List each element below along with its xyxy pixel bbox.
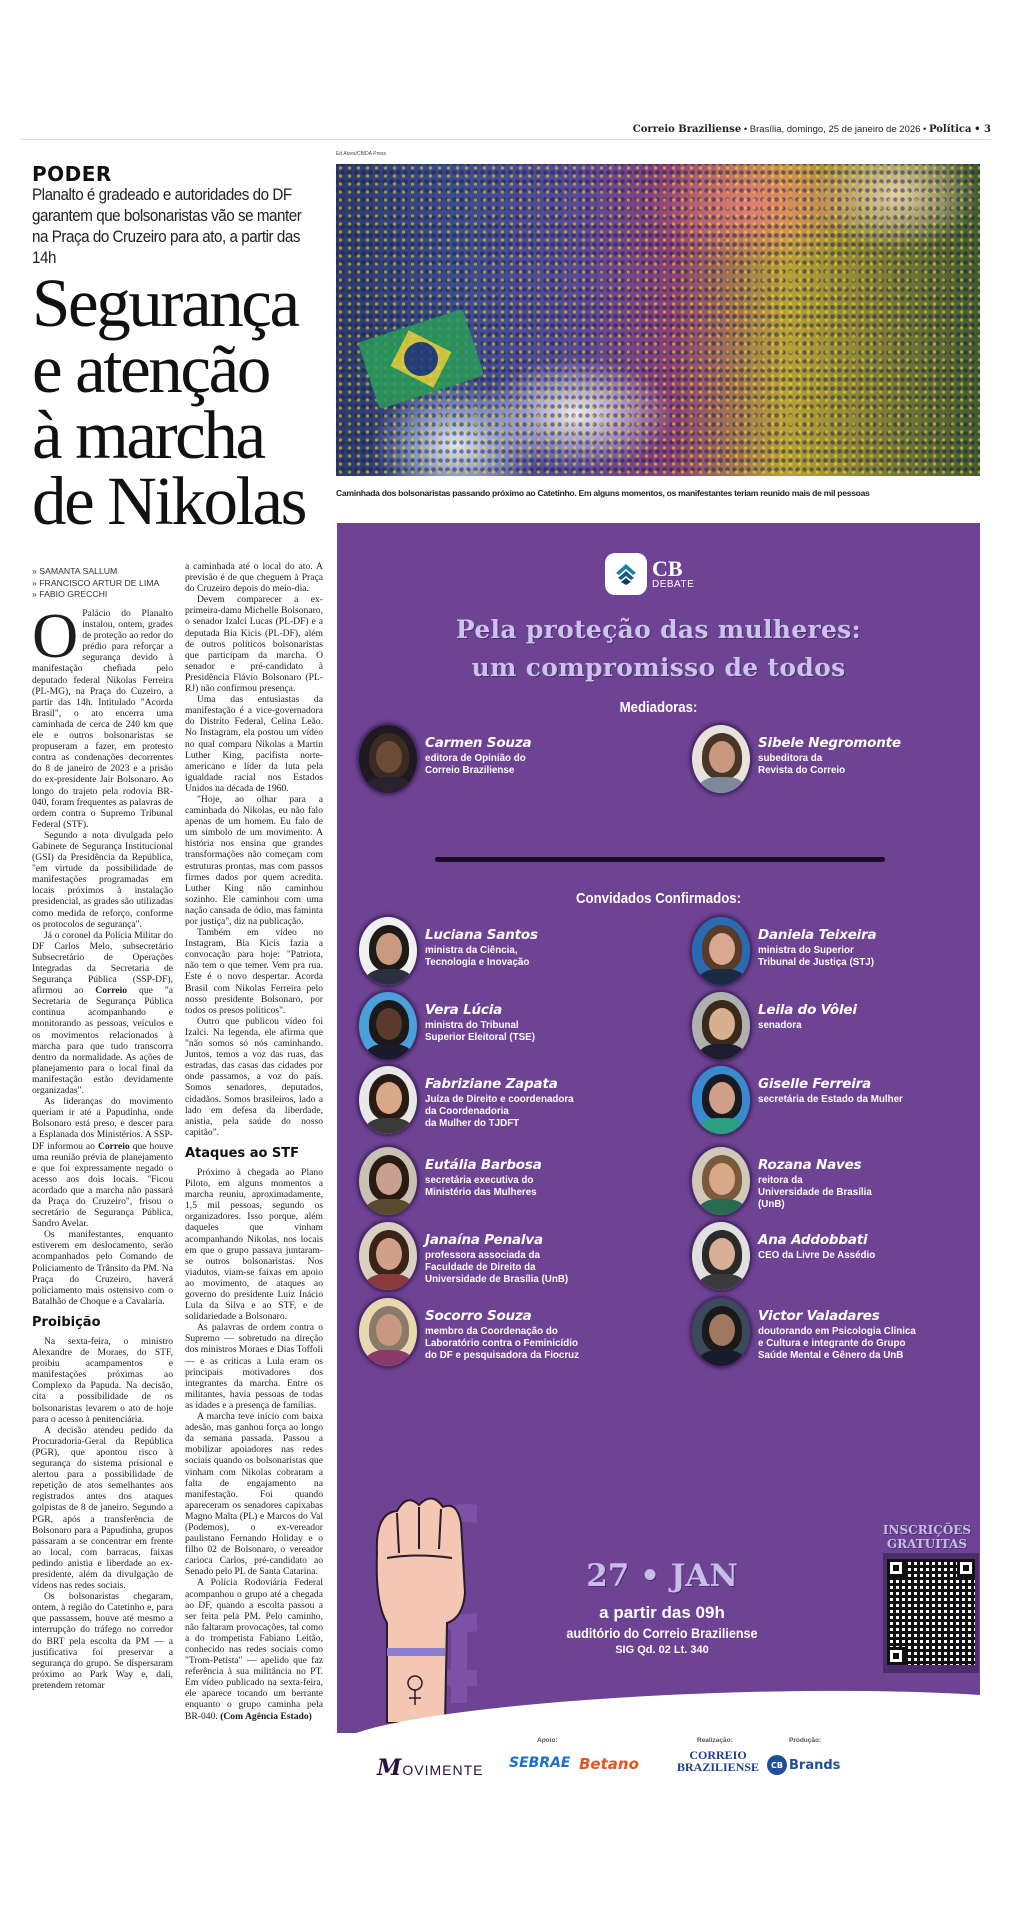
ad-title: [337, 611, 980, 687]
speaker-name: Rozana Naves: [758, 1157, 862, 1173]
section-kicker: PODER: [32, 162, 112, 186]
producao-label: Produção:: [789, 1737, 822, 1744]
speaker-name: Fabriziane Zapata: [425, 1076, 558, 1092]
speaker-card: [690, 990, 857, 1062]
qr-code-icon: [887, 1559, 975, 1665]
movimente-logo: MOVIMENTE: [377, 1755, 484, 1781]
chevron-up-icon: [605, 553, 647, 595]
speaker-name: Socorro Souza: [425, 1308, 532, 1324]
article-paragraph: Já o coronel da Polícia Militar do DF Carlos Melo, subsecretário Subsecretário de Operações Integradas da Secretaria de Segurança Pública (SSP-DF), afirmou ao Correio que "a Secretaria de Segurança Pública continua acompanhando e monitorando as pessoas, veículos e os movimentos relacionados à marcha para que tudo transcorra dentro da normalidade. As ações de planejamento para o local final da manifestação estão devidamente organizadas".: [32, 929, 173, 1097]
byline: » SAMANTA SALLUM: [32, 566, 118, 576]
speaker-role: Juíza de Direito e coordenadora da Coordenadoria da Mulher do TJDFT: [425, 1094, 574, 1129]
subheading-proibicao: Proibição: [32, 1314, 101, 1330]
speaker-photo: [690, 723, 752, 795]
article-paragraph: Segundo a nota divulgada pelo Gabinete de Segurança Institucional (GSI) da Presidência da República, "em virtude da possibilidade de manifestações programadas em locais próximos à instalação presidencial, as grades são utilizadas como medida de reforço, conforme os protocolos de segurança".: [32, 829, 173, 930]
article-paragraph: "Hoje, ao olhar para a caminhada do Nikolas, eu não falo apenas de um homem. Eu falo de um símbolo de um movimento. A história nos ensina que grandes transformações não começam com estruturas prontas, mas com passos firmes dados por quem acredita. Luther King não caminhou sozinho. Ele caminhou com uma nação cansada de ódio, mas faminta por justiça", diz na publicação.: [185, 793, 323, 927]
speaker-photo: [357, 1296, 419, 1368]
article-paragraph: A Polícia Rodoviária Federal acompanhou o grupo até a chegada ao DF, quando a escolta passou a ser feita pela PM. Pelo caminho, não faltaram provocações, tal como a do trompetista Fabiano Leitão, conhecido nas redes sociais como "Trom-Petista" — apelido que faz referência à sua militância no PT. Em vídeo publicado na sexta-feira, ele aparece tocando um berrante enquanto o grupo caminha pela BR-040. (Com Agência Estado): [185, 1577, 323, 1722]
speaker-name: Ana Addobbati: [758, 1232, 868, 1248]
article-column-2: [185, 561, 323, 1722]
speaker-card: [357, 1296, 579, 1368]
free-registration-label: [882, 1523, 972, 1551]
speaker-card: [690, 915, 876, 987]
mediadoras-label: Mediadoras:: [619, 699, 698, 716]
photo-caption: Caminhada dos bolsonaristas passando próximo ao Catetinho. Em alguns momentos, os manifestantes teriam reunido mais de mil pessoas: [336, 488, 870, 498]
speaker-photo: [690, 1296, 752, 1368]
event-date: 27 • JAN: [586, 1558, 738, 1594]
speaker-role: ministra do Superior Tribunal de Justiça (STJ): [758, 945, 874, 968]
gratuitas-text: GRATUITAS: [886, 1537, 968, 1551]
page-number: • 3: [974, 124, 991, 135]
speaker-card: [357, 1145, 542, 1217]
article-paragraph: Os manifestantes, enquanto estiverem em deslocamento, serão acompanhados pelo Comando de Policiamento de Trânsito da PM. Na Praça do Cruzeiro, haverá policiamento mais ostensivo com o Batalhão de Choque e a Cavalaria.: [32, 1229, 173, 1307]
speaker-role: ministra do Tribunal Superior Eleitoral (TSE): [425, 1020, 535, 1043]
speaker-role: ministra da Ciência, Tecnologia e Inovação: [425, 945, 530, 968]
article-paragraph: Próximo à chegada ao Plano Piloto, em alguns momentos a marcha reuniu, aproximadamente, 1,5 mil pessoas, segundo os organizadores. Isso porque, além daqueles que vinham acompanhando Nikolas, nos locais em que o grupo passava juntaram-se outros bolsonaristas. Nos viadutos, viam-se faixas em apoio ao movimento, de ataques ao governo do presidente Luiz Inácio Lula da Silva e ao STF, e de solidariedade a Bolsonaro.: [185, 1166, 323, 1323]
speaker-role: editora de Opinião do Correio Braziliense: [425, 753, 526, 776]
qr-code[interactable]: [883, 1553, 979, 1673]
speaker-card: [690, 723, 901, 795]
byline: » FABIO GRECCHI: [32, 589, 108, 600]
speaker-name: Luciana Santos: [425, 927, 538, 943]
speaker-photo: [357, 915, 419, 987]
article-paragraph: Os bolsonaristas chegaram, ontem, à região do Catetinho e, para que passassem, houve até mesmo a interrupção do tráfego no corredor do BRT pela escolta da PM — a justificativa foi preservar a segurança do grupo. Se dispersaram próximo ao Park Way e, dali, pretendem retomar: [32, 1591, 173, 1691]
page-header: [20, 124, 991, 140]
apoio-label: Apoio:: [537, 1737, 558, 1744]
article-paragraph: a caminhada até o local do ato. A previsão é de que cheguem à Praça do Cruzeiro depois do meio-dia.: [185, 561, 323, 595]
speaker-photo: [690, 1145, 752, 1217]
speaker-role: senadora: [758, 1020, 802, 1031]
speaker-name: Daniela Teixeira: [758, 927, 877, 943]
cb-debate-logo: [605, 553, 694, 595]
sebrae-logo: SEBRAE: [509, 1755, 571, 1771]
speaker-photo: [357, 723, 419, 795]
article-headline: [32, 265, 332, 539]
event-address: SIG Qd. 02 Lt. 340: [615, 1644, 709, 1656]
speaker-role: subeditora da Revista do Correio: [758, 753, 846, 776]
speaker-card: [690, 1145, 872, 1217]
speaker-photo: [357, 1145, 419, 1217]
article-paragraph: Uma das entusiastas da manifestação é a vice-governadora do Distrito Federal, Celina Leão. No Instagram, ela postou um vídeo no qual compara Nikolas a Martin Luther King, pacifista norte-americano e líder da luta pela igualdade racial nos Estados Unidos na década de 1960.: [185, 694, 323, 794]
speaker-name: Eutália Barbosa: [425, 1157, 542, 1173]
speaker-role: reitora da Universidade de Brasília (UnB): [758, 1175, 872, 1210]
speaker-role: membro da Coordenação do Laboratório contra o Feminicídio do DF e pesquisadora da Fiocruz: [425, 1326, 580, 1361]
logo-cb-text: CB: [652, 556, 683, 581]
byline: » FRANCISCO ARTUR DE LIMA: [32, 577, 160, 588]
convidados-label: Convidados Confirmados:: [575, 890, 741, 907]
speaker-card: [690, 1064, 903, 1136]
speaker-card: [357, 723, 531, 795]
article-paragraph: As lideranças do movimento queriam ir até a Papudinha, onde Bolsonaro está preso, e descer para a Esplanada dos Ministérios. A SSP-DF informou ao Correio que houve uma reunião prévia de planejamento e que foi expressamente negado o acesso aos dois locais. "Ficou acordado que a marcha não passará da Praça do Cruzeiro", frisou o secretário de Segurança Pública, Sandro Avelar.: [32, 1096, 173, 1230]
speaker-role: secretária executiva do Ministério das Mulheres: [425, 1175, 537, 1198]
speaker-photo: [690, 1220, 752, 1292]
photo-credit: Ed Alves/CB/DA Press: [336, 151, 387, 157]
speaker-name: Vera Lúcia: [425, 1002, 503, 1018]
publication-name: Correio Braziliense: [632, 124, 742, 135]
article-paragraph: Também em vídeo no Instagram, Bia Kicis fazia a convocação para hoje: "Patriota, não tem o que temer. Vem pra rua. Este é o novo despertar. Acorda Brasil com Nikolas Ferreira pelo nosso presidente Bolsonaro, por todos os presos políticos".: [185, 927, 323, 1016]
raised-fist-icon: [357, 1483, 477, 1723]
speaker-role: secretária de Estado da Mulher: [758, 1094, 903, 1105]
drop-cap: O: [32, 600, 79, 671]
article-paragraph: A decisão atendeu pedido da Procuradoria-Geral da República (PGR), que apontou risco à segurança do sistema prisional e alertou para a possibilidade de repetição de atos semelhantes aos registrados antes dos ataques golpistas de 8 de janeiro. Segundo a PGR, após a transferência de Bolsonaro para a Papudinha, grupos passaram a se concentrar em frente ao local, com barracas, faixas pedindo anistia e liberdade ao ex-presidente, além da divulgação de vídeos nas redes sociais.: [32, 1424, 173, 1592]
headline-line: Segurança: [32, 265, 298, 341]
correio-braziliense-logo: CORREIO BRAZILIENSE: [677, 1748, 760, 1774]
speaker-photo: [357, 1220, 419, 1292]
logo-debate-text: DEBATE: [652, 579, 695, 590]
speaker-card: [357, 1220, 568, 1292]
speaker-card: [357, 1064, 574, 1136]
speaker-role: professora associada da Faculdade de Direito da Universidade de Brasília (UnB): [425, 1250, 569, 1285]
speaker-card: [690, 1220, 875, 1292]
header-line: [633, 124, 991, 135]
headline-line: à marcha: [32, 397, 264, 473]
article-paragraph: As palavras de ordem contra o Supremo — sobretudo na direção dos ministros Moraes e Dias Toffoli — e as críticas a Lula eram os principais motivadores dos integrantes da marcha. Entre os militantes, havia pessoas de todas as idades e a presença de famílias.: [185, 1322, 323, 1411]
realizacao-label: Realização:: [697, 1737, 733, 1744]
sponsors-bar: [337, 1735, 980, 1795]
speaker-card: [357, 990, 535, 1062]
article-paragraph: O Palácio do Planalto instalou, ontem, grades de proteção ao redor do prédio para reforçar a segurança devido à manifestação chefiada pelo deputado federal Nikolas Ferreira (PL-MG), na Praça do Cuzeiro, a partir das 14h. Intitulado "Acorda Brasil", o ato encerra uma caminhada de cerca de 240 km que ele e outros bolsonaristas se propuseram a fazer, em protesto contra as condenações decorrentes do 8 de janeiro de 2023 e a prisão do ex-presidente Jair Bolsonaro. Ao longo do trajeto pela rodovia BR-040, foram frequentes as palavras de ordem contra o Supremo Tribunal Federal (STF).: [32, 600, 173, 830]
cb-brands-logo: CB Brands: [767, 1755, 840, 1775]
event-venue: auditório do Correio Braziliense: [566, 1625, 758, 1641]
divider: [435, 857, 885, 862]
betano-logo: Betano: [579, 1755, 639, 1773]
speaker-role: doutorando em Psicologia Clínica e Cultura e integrante do Grupo Saúde Mental e Gênero da UnB: [758, 1326, 916, 1361]
headline-line: de Nikolas: [32, 463, 306, 539]
bylines: [32, 566, 159, 601]
speaker-photo: [690, 915, 752, 987]
section-name: Política: [929, 124, 972, 135]
speaker-card: [357, 915, 538, 987]
article-paragraph: A marcha teve início com baixa adesão, mas ganhou força ao longo da semana passada. Passou a mobilizar apoiadores nas redes sociais quando os bolsonaristas que vinham com Nikolas cobraram a falta de engajamento na manifestação. Foi quando apareceram os senadores capixabas Magno Malta (PL) e Marcos do Val (Podemos), o ex-vereador paulistano Fernando Holiday e o filho 02 de Bolsonaro, o vereador carioca Carlos, pré-candidato ao Senado pelo PL de Santa Catarina.: [185, 1411, 323, 1578]
speaker-photo: [690, 1064, 752, 1136]
article-paragraph: Na sexta-feira, o ministro Alexandre de Moraes, do STF, proibiu acampamentos e manifestações próximas ao Complexo da Papuda. Na decisão, cita a possibilidade de os bolsonaristas levarem o ato de hoje para o acesso à penitenciária.: [32, 1336, 173, 1425]
ad-title-line: Pela proteção das mulheres:: [455, 615, 862, 644]
article-paragraph: Outro que publicou vídeo foi Izalci. Na legenda, ele afirma que "não somos só nós caminhando. Juntos, temos a voz das ruas, das estradas, das casas das cidades por onde passamos, a voz do país. Somos senadores, deputados, cidadãos. Somos brasileiros, lado a lado em defesa da liberdade, anistia, pela saúde do nosso capitão".: [185, 1015, 323, 1138]
headline-line: e atenção: [32, 331, 269, 407]
speaker-name: Giselle Ferreira: [758, 1076, 872, 1092]
inscricoes-text: INSCRIÇÕES: [882, 1523, 972, 1537]
article-deck: Planalto é gradeado e autoridades do DF garantem que bolsonaristas vão se manter na Praça do Cruzeiro para ato, a partir das 14h: [32, 186, 302, 267]
article-paragraph: Devem comparecer a ex-primeira-dama Michelle Bolsonaro, o senador Izalci Lucas (PL-DF) e a deputada Bia Kicis (PL-DF), além de outros políticos bolsonaristas que participam da marcha. O senador e pré-candidato à Presidência Flávio Bolsonaro (PL-RJ) não confirmou presença.: [185, 594, 323, 695]
speaker-name: Janaína Penalva: [425, 1232, 543, 1248]
article-column-1: [32, 600, 173, 1691]
speaker-photo: [690, 990, 752, 1062]
speaker-name: Victor Valadares: [758, 1308, 880, 1324]
event-time: a partir das 09h: [599, 1603, 725, 1622]
speaker-role: CEO da Livre De Assédio: [758, 1250, 876, 1261]
subheading-ataques: Ataques ao STF: [185, 1145, 300, 1161]
cb-debate-ad: [337, 523, 980, 1733]
speaker-photo: [357, 990, 419, 1062]
dateline: • Brasília, domingo, 25 de janeiro de 2026 •: [743, 124, 927, 135]
speaker-photo: [357, 1064, 419, 1136]
speaker-card: [690, 1296, 916, 1368]
speaker-name: Sibele Negromonte: [758, 735, 901, 751]
ad-title-line: um compromisso de todos: [471, 653, 846, 682]
speaker-name: Carmen Souza: [425, 735, 532, 751]
crowd-photo: [336, 164, 980, 476]
speaker-name: Leila do Vôlei: [758, 1002, 857, 1018]
